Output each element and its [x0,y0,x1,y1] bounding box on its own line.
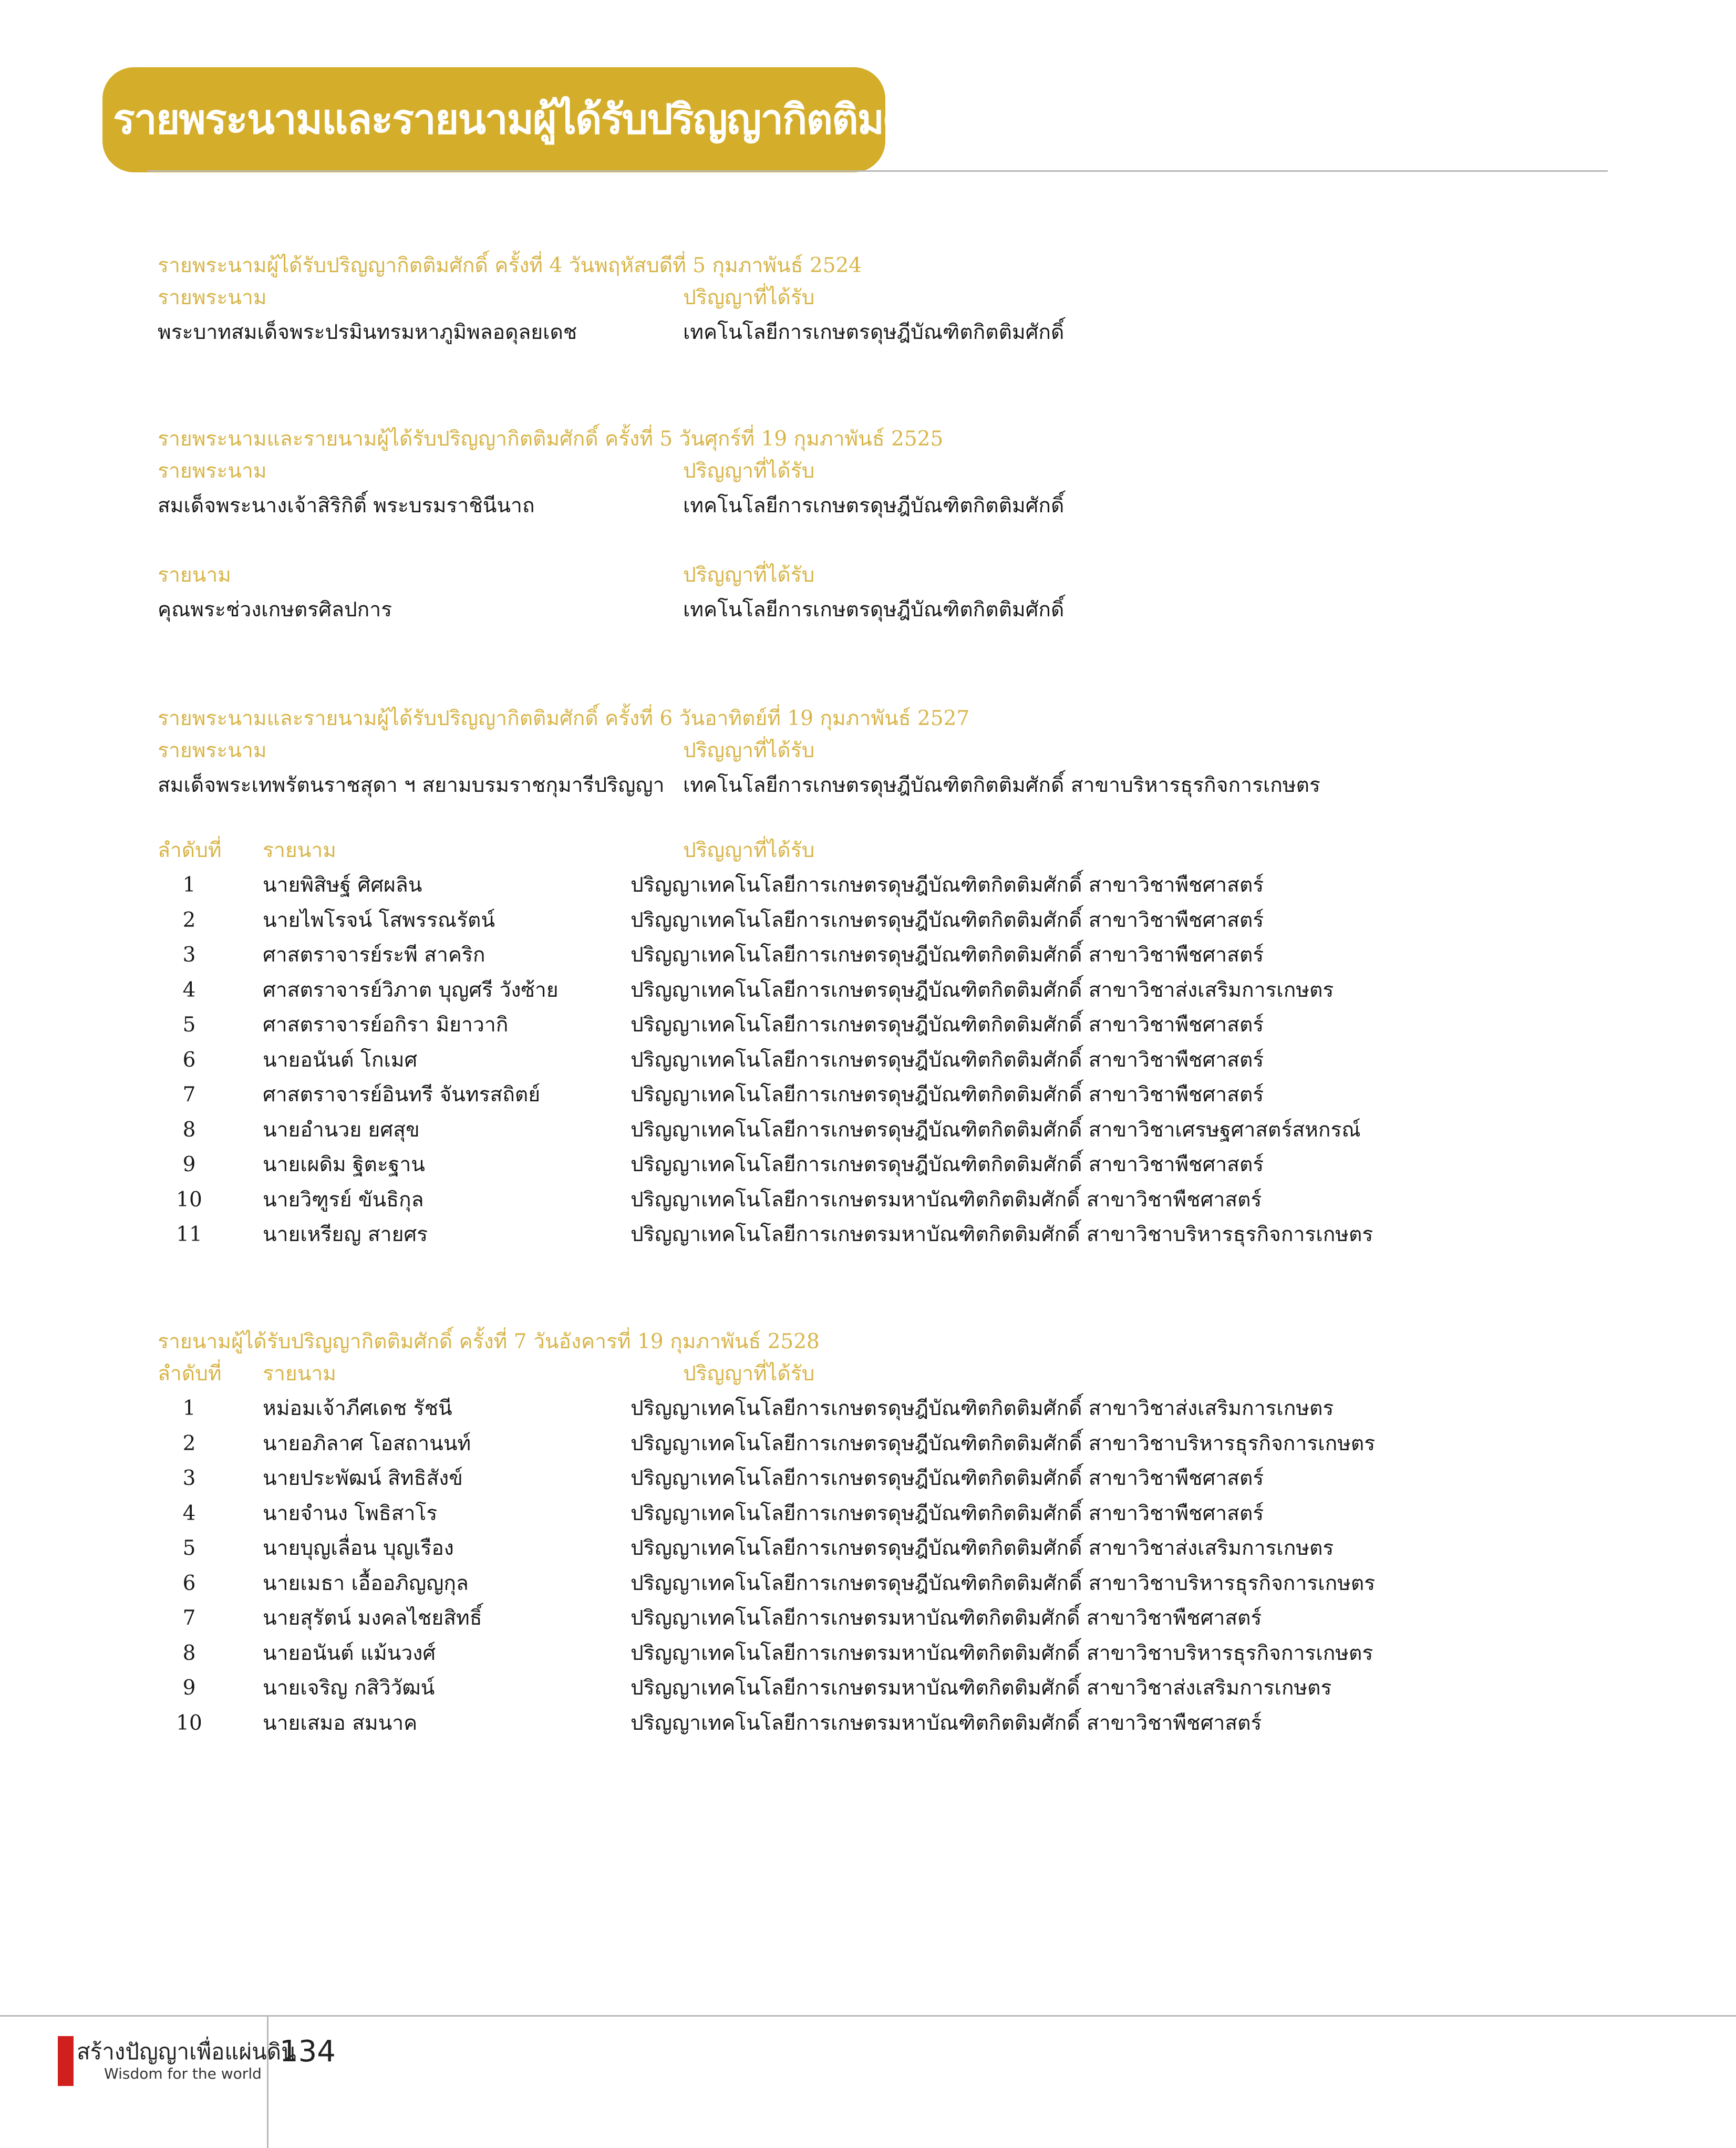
recipient-table [158,868,1576,1253]
row-number: 10 [176,1187,202,1212]
section-title: รายพระนามผู้ได้รับปริญญากิตติมศักดิ์ ครั้งที่ 4 วันพฤหัสบดีที่ 5 กุมภาพันธ์ 2524 [158,254,862,277]
row-number: 2 [182,1431,196,1455]
row-number: 8 [182,1641,196,1665]
degree-name: ปริญญาเทคโนโลยีการเกษตรมหาบัณฑิตกิตติมศักดิ์ สาขาวิชาบริหารธุรกิจการเกษตร [631,1641,1373,1665]
degree-name: ปริญญาเทคโนโลยีการเกษตรมหาบัณฑิตกิตติมศักดิ์ สาขาวิชาพืชศาสตร์ [631,1711,1262,1735]
degree-name: เทคโนโลยีการเกษตรดุษฎีบัณฑิตกิตติมศักดิ์ [683,494,1065,518]
recipient-name: สมเด็จพระเทพรัตนราชสุดา ฯ สยามบรมราชกุมารีปริญญา [158,773,665,797]
degree-name: เทคโนโลยีการเกษตรดุษฎีบัณฑิตกิตติมศักดิ์ [683,598,1065,622]
row-number: 1 [182,1397,196,1420]
recipient-name: นายเมธา เอื้ออภิญญกุล [263,1571,469,1595]
row-number: 4 [182,1501,196,1525]
recipient-name: ศาสตราจารย์วิภาต บุญศรี วังซ้าย [263,978,559,1002]
table-row [158,1391,1576,1427]
degree-name: ปริญญาเทคโนโลยีการเกษตรมหาบัณฑิตกิตติมศักดิ์ สาขาวิชาพืชศาสตร์ [631,1187,1262,1212]
degree-name: ปริญญาเทคโนโลยีการเกษตรดุษฎีบัณฑิตกิตติมศักดิ์ สาขาวิชาพืชศาสตร์ [631,1083,1264,1107]
table-row [158,1531,1576,1566]
degree-name: ปริญญาเทคโนโลยีการเกษตรดุษฎีบัณฑิตกิตติมศักดิ์ สาขาวิชาส่งเสริมการเกษตร [631,1536,1334,1560]
header-order: ลำดับที่ [158,1362,222,1386]
degree-name: เทคโนโลยีการเกษตรดุษฎีบัณฑิตกิตติมศักดิ์ สาขาบริหารธุรกิจการเกษตร [683,773,1320,797]
column-label-degree: ปริญญาที่ได้รับ [683,739,815,762]
table-row [158,1636,1576,1671]
degree-name: ปริญญาเทคโนโลยีการเกษตรดุษฎีบัณฑิตกิตติมศักดิ์ สาขาวิชาพืชศาสตร์ [631,943,1264,967]
section-ceremony-5 [158,425,1576,627]
header-order: ลำดับที่ [158,839,222,862]
degree-name: เทคโนโลยีการเกษตรดุษฎีบัณฑิตกิตติมศักดิ์ [683,321,1065,344]
table-row [158,868,1576,903]
degree-name: ปริญญาเทคโนโลยีการเกษตรดุษฎีบัณฑิตกิตติมศักดิ์ สาขาวิชาบริหารธุรกิจการเกษตร [631,1571,1376,1595]
recipient-name: นายพิสิษฐ์ ศิศผลิน [263,873,422,897]
table-row [158,1671,1576,1706]
header-degree: ปริญญาที่ได้รับ [683,839,815,862]
table-row [158,1427,1576,1462]
header-name: รายนาม [263,1362,336,1386]
recipient-name: ศาสตราจารย์ระพี สาคริก [263,943,485,967]
recipient-name: หม่อมเจ้าภีศเดช รัชนี [263,1397,452,1420]
row-number: 5 [182,1013,196,1037]
red-bookmark-icon [58,2036,74,2086]
row-number: 5 [182,1536,196,1560]
table-row [158,903,1576,938]
recipient-name: นายบุญเลื่อน บุญเรือง [263,1536,454,1560]
table-row [158,973,1576,1008]
column-label-royal-names: รายพระนาม [158,286,267,309]
degree-name: ปริญญาเทคโนโลยีการเกษตรดุษฎีบัณฑิตกิตติมศักดิ์ สาขาวิชาพืชศาสตร์ [631,873,1264,897]
section-title: รายนามผู้ได้รับปริญญากิตติมศักดิ์ ครั้งที่ 7 วันอังคารที่ 19 กุมภาพันธ์ 2528 [158,1330,820,1354]
page-title: รายพระนามและรายนามผู้ได้รับปริญญากิตติมศักดิ์ [113,96,958,143]
column-label-degree: ปริญญาที่ได้รับ [683,563,815,587]
section-title: รายพระนามและรายนามผู้ได้รับปริญญากิตติมศักดิ์ ครั้งที่ 5 วันศุกร์ที่ 19 กุมภาพันธ์ 2525 [158,427,944,451]
table-header [158,833,1576,868]
table-row [158,1217,1576,1253]
recipient-name: ศาสตราจารย์อกิรา มิยาวากิ [263,1013,509,1037]
recipient-name: นายอนันต์ โกเมศ [263,1048,418,1072]
table-row [158,1113,1576,1148]
table-row [158,1183,1576,1218]
row-number: 1 [182,873,196,897]
book-subtitle: Wisdom for the world [104,2065,262,2082]
column-label-names: รายนาม [158,563,231,587]
degree-name: ปริญญาเทคโนโลยีการเกษตรดุษฎีบัณฑิตกิตติมศักดิ์ สาขาวิชาบริหารธุรกิจการเกษตร [631,1431,1376,1455]
recipient-name: คุณพระช่วงเกษตรศิลปการ [158,598,392,622]
recipient-name: นายเจริญ กสิวิวัฒน์ [263,1676,435,1700]
table-row [158,938,1576,973]
degree-name: ปริญญาเทคโนโลยีการเกษตรดุษฎีบัณฑิตกิตติมศักดิ์ สาขาวิชาพืชศาสตร์ [631,1048,1264,1072]
book-title: สร้างปัญญาเพื่อแผ่นดิน [77,2039,296,2064]
degree-name: ปริญญาเทคโนโลยีการเกษตรดุษฎีบัณฑิตกิตติมศักดิ์ สาขาวิชาส่งเสริมการเกษตร [631,1397,1334,1420]
recipient-name: นายสุรัตน์ มงคลไชยสิทธิ์ [263,1606,482,1630]
recipient-name: นายจำนง โพธิสาโร [263,1501,438,1525]
section-title: รายพระนามและรายนามผู้ได้รับปริญญากิตติมศักดิ์ ครั้งที่ 6 วันอาทิตย์ที่ 19 กุมภาพันธ์ 2527 [158,707,970,730]
recipient-name: สมเด็จพระนางเจ้าสิริกิติ์ พระบรมราชินีนาถ [158,494,535,518]
footer-divider [0,2015,1736,2017]
degree-name: ปริญญาเทคโนโลยีการเกษตรดุษฎีบัณฑิตกิตติมศักดิ์ สาขาวิชาพืชศาสตร์ [631,1501,1264,1525]
title-divider [147,170,1608,172]
row-number: 4 [182,978,196,1002]
column-label-royal-names: รายพระนาม [158,739,267,762]
table-row [158,1706,1576,1741]
table-row [158,1008,1576,1043]
table-row [158,1496,1576,1532]
section-ceremony-7 [158,1327,1576,1741]
column-label-degree: ปริญญาที่ได้รับ [683,286,815,309]
table-row [158,1601,1576,1636]
recipient-name: นายอภิลาศ โอสถานนท์ [263,1431,471,1455]
recipient-name: พระบาทสมเด็จพระปรมินทรมหาภูมิพลอดุลยเดช [158,321,577,344]
table-header [158,1357,1576,1391]
table-row [158,1043,1576,1078]
table-row [158,1566,1576,1602]
recipient-table [158,1391,1576,1741]
row-number: 7 [182,1606,196,1630]
header-degree: ปริญญาที่ได้รับ [683,1362,815,1386]
recipient-name: นายเสมอ สมนาค [263,1711,418,1735]
table-row [158,1078,1576,1113]
page-title-banner [102,67,958,172]
column-label-degree: ปริญญาที่ได้รับ [683,459,815,483]
recipient-name: ศาสตราจารย์อินทรี จันทรสถิตย์ [263,1083,541,1107]
table-row [158,1148,1576,1183]
header-name: รายนาม [263,839,336,862]
degree-name: ปริญญาเทคโนโลยีการเกษตรมหาบัณฑิตกิตติมศักดิ์ สาขาวิชาส่งเสริมการเกษตร [631,1676,1332,1700]
degree-name: ปริญญาเทคโนโลยีการเกษตรมหาบัณฑิตกิตติมศักดิ์ สาขาวิชาพืชศาสตร์ [631,1606,1262,1630]
degree-name: ปริญญาเทคโนโลยีการเกษตรดุษฎีบัณฑิตกิตติมศักดิ์ สาขาวิชาส่งเสริมการเกษตร [631,978,1334,1002]
row-number: 3 [182,943,196,967]
row-number: 9 [182,1676,196,1700]
row-number: 8 [182,1118,196,1142]
recipient-name: นายวิฑูรย์ ขันธิกุล [263,1187,424,1212]
row-number: 6 [182,1571,196,1595]
degree-name: ปริญญาเทคโนโลยีการเกษตรมหาบัณฑิตกิตติมศักดิ์ สาขาวิชาบริหารธุรกิจการเกษตร [631,1223,1373,1246]
recipient-name: นายไพโรจน์ โสพรรณรัตน์ [263,908,495,932]
row-number: 6 [182,1048,196,1072]
row-number: 9 [182,1153,196,1176]
recipient-name: นายอนันต์ แม้นวงศ์ [263,1641,436,1665]
degree-name: ปริญญาเทคโนโลยีการเกษตรดุษฎีบัณฑิตกิตติมศักดิ์ สาขาวิชาพืชศาสตร์ [631,1013,1264,1037]
row-number: 3 [182,1467,196,1490]
row-number: 11 [176,1223,202,1246]
degree-name: ปริญญาเทคโนโลยีการเกษตรดุษฎีบัณฑิตกิตติมศักดิ์ สาขาวิชาเศรษฐศาสตร์สหกรณ์ [631,1118,1361,1142]
degree-name: ปริญญาเทคโนโลยีการเกษตรดุษฎีบัณฑิตกิตติมศักดิ์ สาขาวิชาพืชศาสตร์ [631,1467,1264,1490]
degree-name: ปริญญาเทคโนโลยีการเกษตรดุษฎีบัณฑิตกิตติมศักดิ์ สาขาวิชาพืชศาสตร์ [631,1153,1264,1176]
section-ceremony-6 [158,704,1576,1253]
table-row [158,1461,1576,1496]
row-number: 2 [182,908,196,932]
row-number: 7 [182,1083,196,1107]
section-ceremony-4 [158,251,1576,350]
recipient-name: นายประพัฒน์ สิทธิสังข์ [263,1467,463,1490]
row-number: 10 [176,1711,202,1735]
page-number: 134 [280,2035,336,2069]
column-label-royal-names: รายพระนาม [158,459,267,483]
recipient-name: นายเผดิม ฐิตะฐาน [263,1153,425,1176]
degree-name: ปริญญาเทคโนโลยีการเกษตรดุษฎีบัณฑิตกิตติมศักดิ์ สาขาวิชาพืชศาสตร์ [631,908,1264,932]
recipient-name: นายเหรียญ สายศร [263,1223,428,1246]
recipient-name: นายอำนวย ยศสุข [263,1118,420,1142]
